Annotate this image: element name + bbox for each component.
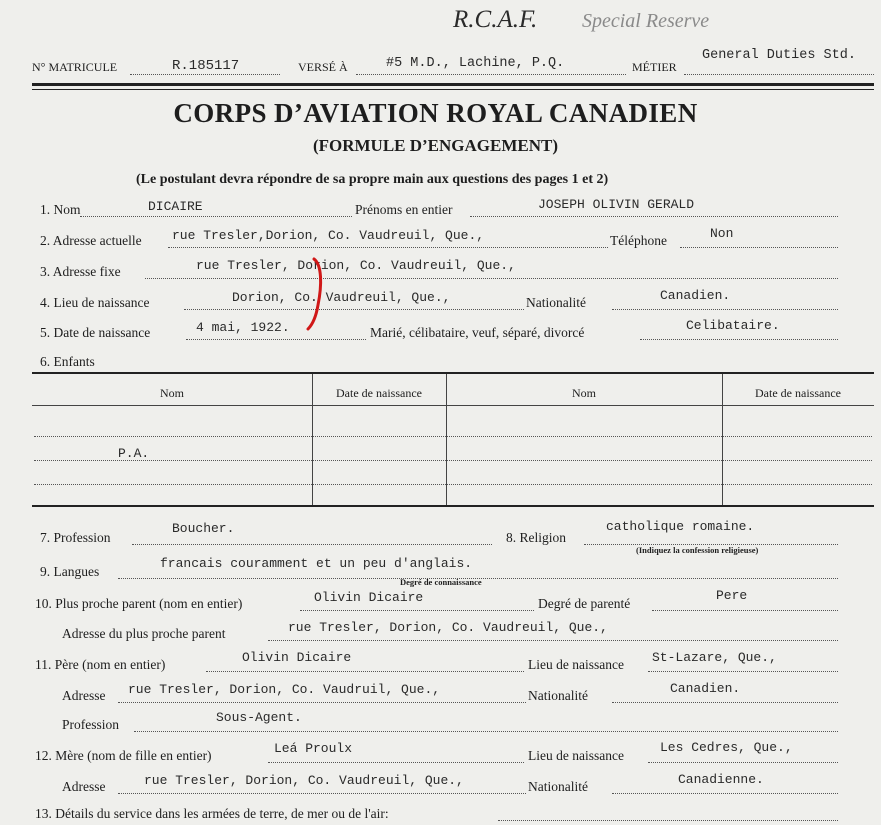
pere-nat-label: Nationalité [528, 688, 588, 703]
form-subtitle: (FORMULE D’ENGAGEMENT) [312, 136, 559, 155]
table-header-date-2: Date de naissance [755, 386, 841, 400]
form-title: CORPS D’AVIATION ROYAL CANADIEN [173, 98, 698, 128]
service-label: 13. Détails du service dans les armées de terre, de mer ou de l'air: [35, 806, 389, 821]
pere-lieu-value: St-Lazare, Que., [652, 650, 777, 665]
degre-label: Degré de parenté [538, 596, 631, 611]
langues-value: francais couramment et un peu d'anglais. [160, 556, 473, 571]
instruction: (Le postulant devra répondre de sa propre main aux questions des pages 1 et 2) [136, 172, 609, 187]
nationalite-label: Nationalité [526, 295, 586, 310]
table-header-nom-1: Nom [160, 386, 184, 400]
special-reserve-stamp: Special Reserve [582, 10, 710, 32]
pere-lieu-label: Lieu de naissance [528, 657, 624, 672]
pere-value: Olivin Dicaire [242, 650, 352, 665]
telephone-label: Téléphone [610, 233, 667, 248]
table-header-date-1: Date de naissance [336, 386, 422, 400]
mere-value: Leá Proulx [274, 741, 353, 756]
adresse-actuelle-value: rue Tresler,Dorion, Co. Vaudreuil, Que., [172, 228, 485, 243]
mere-label: 12. Mère (nom de fille en entier) [35, 748, 212, 763]
parent-label: 10. Plus proche parent (nom en entier) [35, 596, 243, 611]
profession-label: 7. Profession [40, 530, 111, 545]
adresse-fixe-value: rue Tresler, Dorion, Co. Vaudreuil, Que., [196, 258, 516, 273]
lieu-label: 4. Lieu de naissance [40, 295, 150, 310]
nom-label: 1. Nom [40, 202, 81, 217]
enfants-label: 6. Enfants [40, 354, 95, 369]
adresse-fixe-label: 3. Adresse fixe [40, 264, 121, 279]
matricule-value: R.185117 [172, 58, 240, 74]
lieu-value: Dorion, Co. Vaudreuil, Que., [232, 290, 451, 305]
table-header-nom-2: Nom [572, 386, 596, 400]
date-label: 5. Date de naissance [40, 325, 151, 340]
metier-label: MÉTIER [632, 60, 677, 74]
prenoms-value: JOSEPH OLIVIN GERALD [538, 197, 695, 212]
langues-label: 9. Langues [40, 564, 100, 579]
religion-value: catholique romaine. [606, 519, 755, 534]
religion-note: (Indiquez la confession religieuse) [636, 545, 759, 555]
verse-label: VERSÉ À [298, 60, 348, 74]
parent-adresse-value: rue Tresler, Dorion, Co. Vaudreuil, Que., [288, 620, 608, 635]
matricule-label: N° MATRICULE [32, 60, 118, 74]
date-value: 4 mai, 1922. [196, 320, 290, 335]
mere-adresse-label: Adresse [62, 779, 106, 794]
profession-value: Boucher. [172, 521, 235, 536]
pere-label: 11. Père (nom en entier) [35, 657, 166, 672]
pere-adresse-value: rue Tresler, Dorion, Co. Vaudruil, Que., [128, 682, 441, 697]
nom-value: DICAIRE [148, 199, 203, 214]
pere-adresse-label: Adresse [62, 688, 106, 703]
mere-lieu-value: Les Cedres, Que., [660, 740, 793, 755]
langues-note: Degré de connaissance [400, 577, 482, 587]
mere-nat-label: Nationalité [528, 779, 588, 794]
metier-value: General Duties Std. [702, 48, 856, 63]
religion-label: 8. Religion [506, 530, 566, 545]
degre-value: Pere [716, 588, 748, 603]
table-top-rule [32, 372, 874, 374]
mere-adresse-value: rue Tresler, Dorion, Co. Vaudreuil, Que., [144, 773, 464, 788]
red-check-mark [302, 255, 332, 335]
nationalite-value: Canadien. [660, 288, 731, 303]
rcaf-stamp: R.C.A.F. [453, 6, 538, 33]
header-rule-thin [32, 89, 874, 90]
prenoms-label: Prénoms en entier [355, 202, 453, 217]
table-bottom-rule [32, 505, 874, 507]
pere-prof-label: Profession [62, 717, 119, 732]
mere-lieu-label: Lieu de naissance [528, 748, 624, 763]
etat-label: Marié, célibataire, veuf, séparé, divorcé [370, 325, 585, 340]
mere-nat-value: Canadienne. [678, 772, 764, 787]
pere-nat-value: Canadien. [670, 681, 741, 696]
verse-value: #5 M.D., Lachine, P.Q. [386, 56, 565, 71]
pere-prof-value: Sous-Agent. [216, 710, 302, 725]
parent-value: Olivin Dicaire [314, 590, 424, 605]
children-entry: P.A. [118, 446, 150, 461]
adresse-actuelle-label: 2. Adresse actuelle [40, 233, 142, 248]
parent-adresse-label: Adresse du plus proche parent [62, 626, 226, 641]
header-rule-thick [32, 83, 874, 86]
telephone-value: Non [710, 226, 734, 241]
etat-value: Celibataire. [686, 318, 780, 333]
